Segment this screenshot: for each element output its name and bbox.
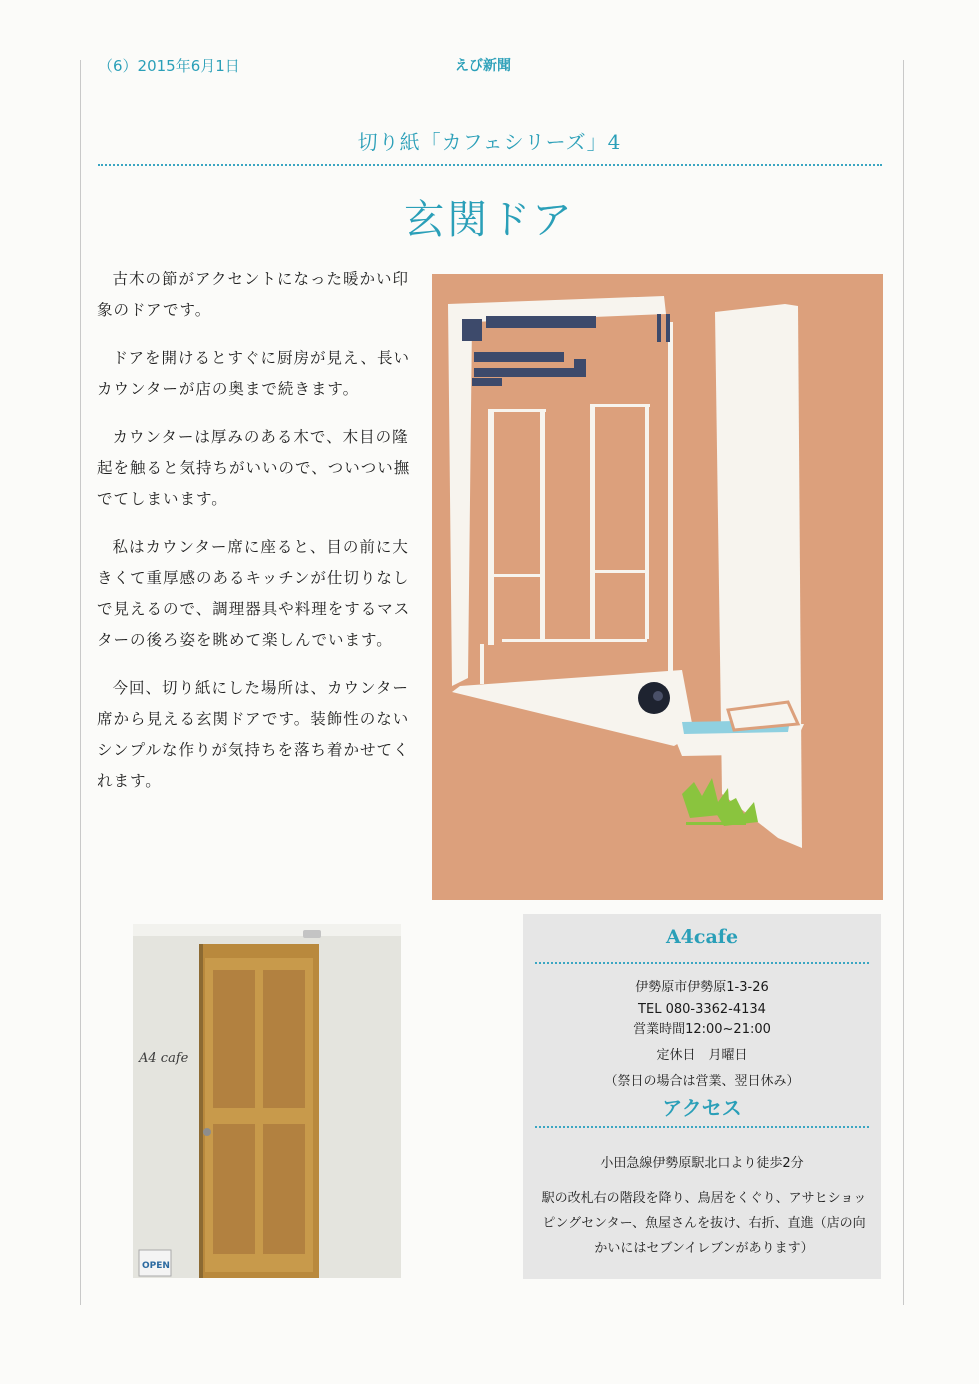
- shop-sign-text: A4 cafe: [139, 1051, 189, 1066]
- shop-closed-day: 定休日 月曜日: [656, 1048, 748, 1063]
- shop-name: A4cafe: [665, 926, 739, 948]
- paragraph: 今回、切り紙にした場所は、カウンター席から見える玄関ドアです。装飾性のないシンプルな作りが気持ちを落ち着かせてくれます。: [97, 679, 410, 790]
- page-border-left: [80, 60, 81, 1305]
- door-photo: [133, 924, 401, 1278]
- paragraph: ドアを開けるとすぐに厨房が見え、長いカウンターが店の奥まで続きます。: [97, 349, 410, 398]
- article-title: 玄関ドア: [404, 197, 575, 243]
- shop-holiday-note: （祭日の場合は営業、翌日休み）: [604, 1074, 800, 1089]
- shop-info-box: [523, 914, 881, 1279]
- open-sign-text: OPEN: [142, 1261, 170, 1271]
- page-border-right: [903, 60, 904, 1305]
- shop-tel: TEL 080-3362-4134: [638, 1002, 766, 1017]
- paragraph: 古木の節がアクセントになった暖かい印象のドアです。: [97, 270, 410, 319]
- issue-date: （6）2015年6月1日: [98, 57, 240, 75]
- shop-address: 伊勢原市伊勢原1-3-26: [635, 980, 769, 995]
- access-route: 駅の改札右の階段を降り、鳥居をくぐり、アサヒショッピングセンター、魚屋さんを抜け、右折、直進（店の向かいにはセブンイレブンがあります）: [541, 1191, 867, 1256]
- title-divider: [98, 164, 882, 166]
- newspaper-name: えび新聞: [455, 58, 511, 74]
- paragraph: 私はカウンター席に座ると、目の前に大きくて重厚感のあるキッチンが仕切りなしで見えるので、調理器具や料理をするマスターの後ろ姿を眺めて楽しんでいます。: [97, 538, 411, 649]
- article-body: [97, 264, 415, 814]
- access-station: 小田急線伊勢原駅北口より徒歩2分: [600, 1156, 804, 1171]
- access-divider: [535, 1126, 869, 1128]
- shop-hours: 営業時間12:00~21:00: [633, 1022, 771, 1037]
- access-heading: アクセス: [662, 1096, 742, 1120]
- series-title: 切り紙「カフェシリーズ」4: [357, 130, 622, 154]
- shop-name-divider: [535, 962, 869, 964]
- paragraph: カウンターは厚みのある木で、木目の隆起を触ると気持ちがいいので、ついつい撫でてしまいます。: [97, 428, 411, 508]
- papercut-door-illustration: [432, 274, 883, 900]
